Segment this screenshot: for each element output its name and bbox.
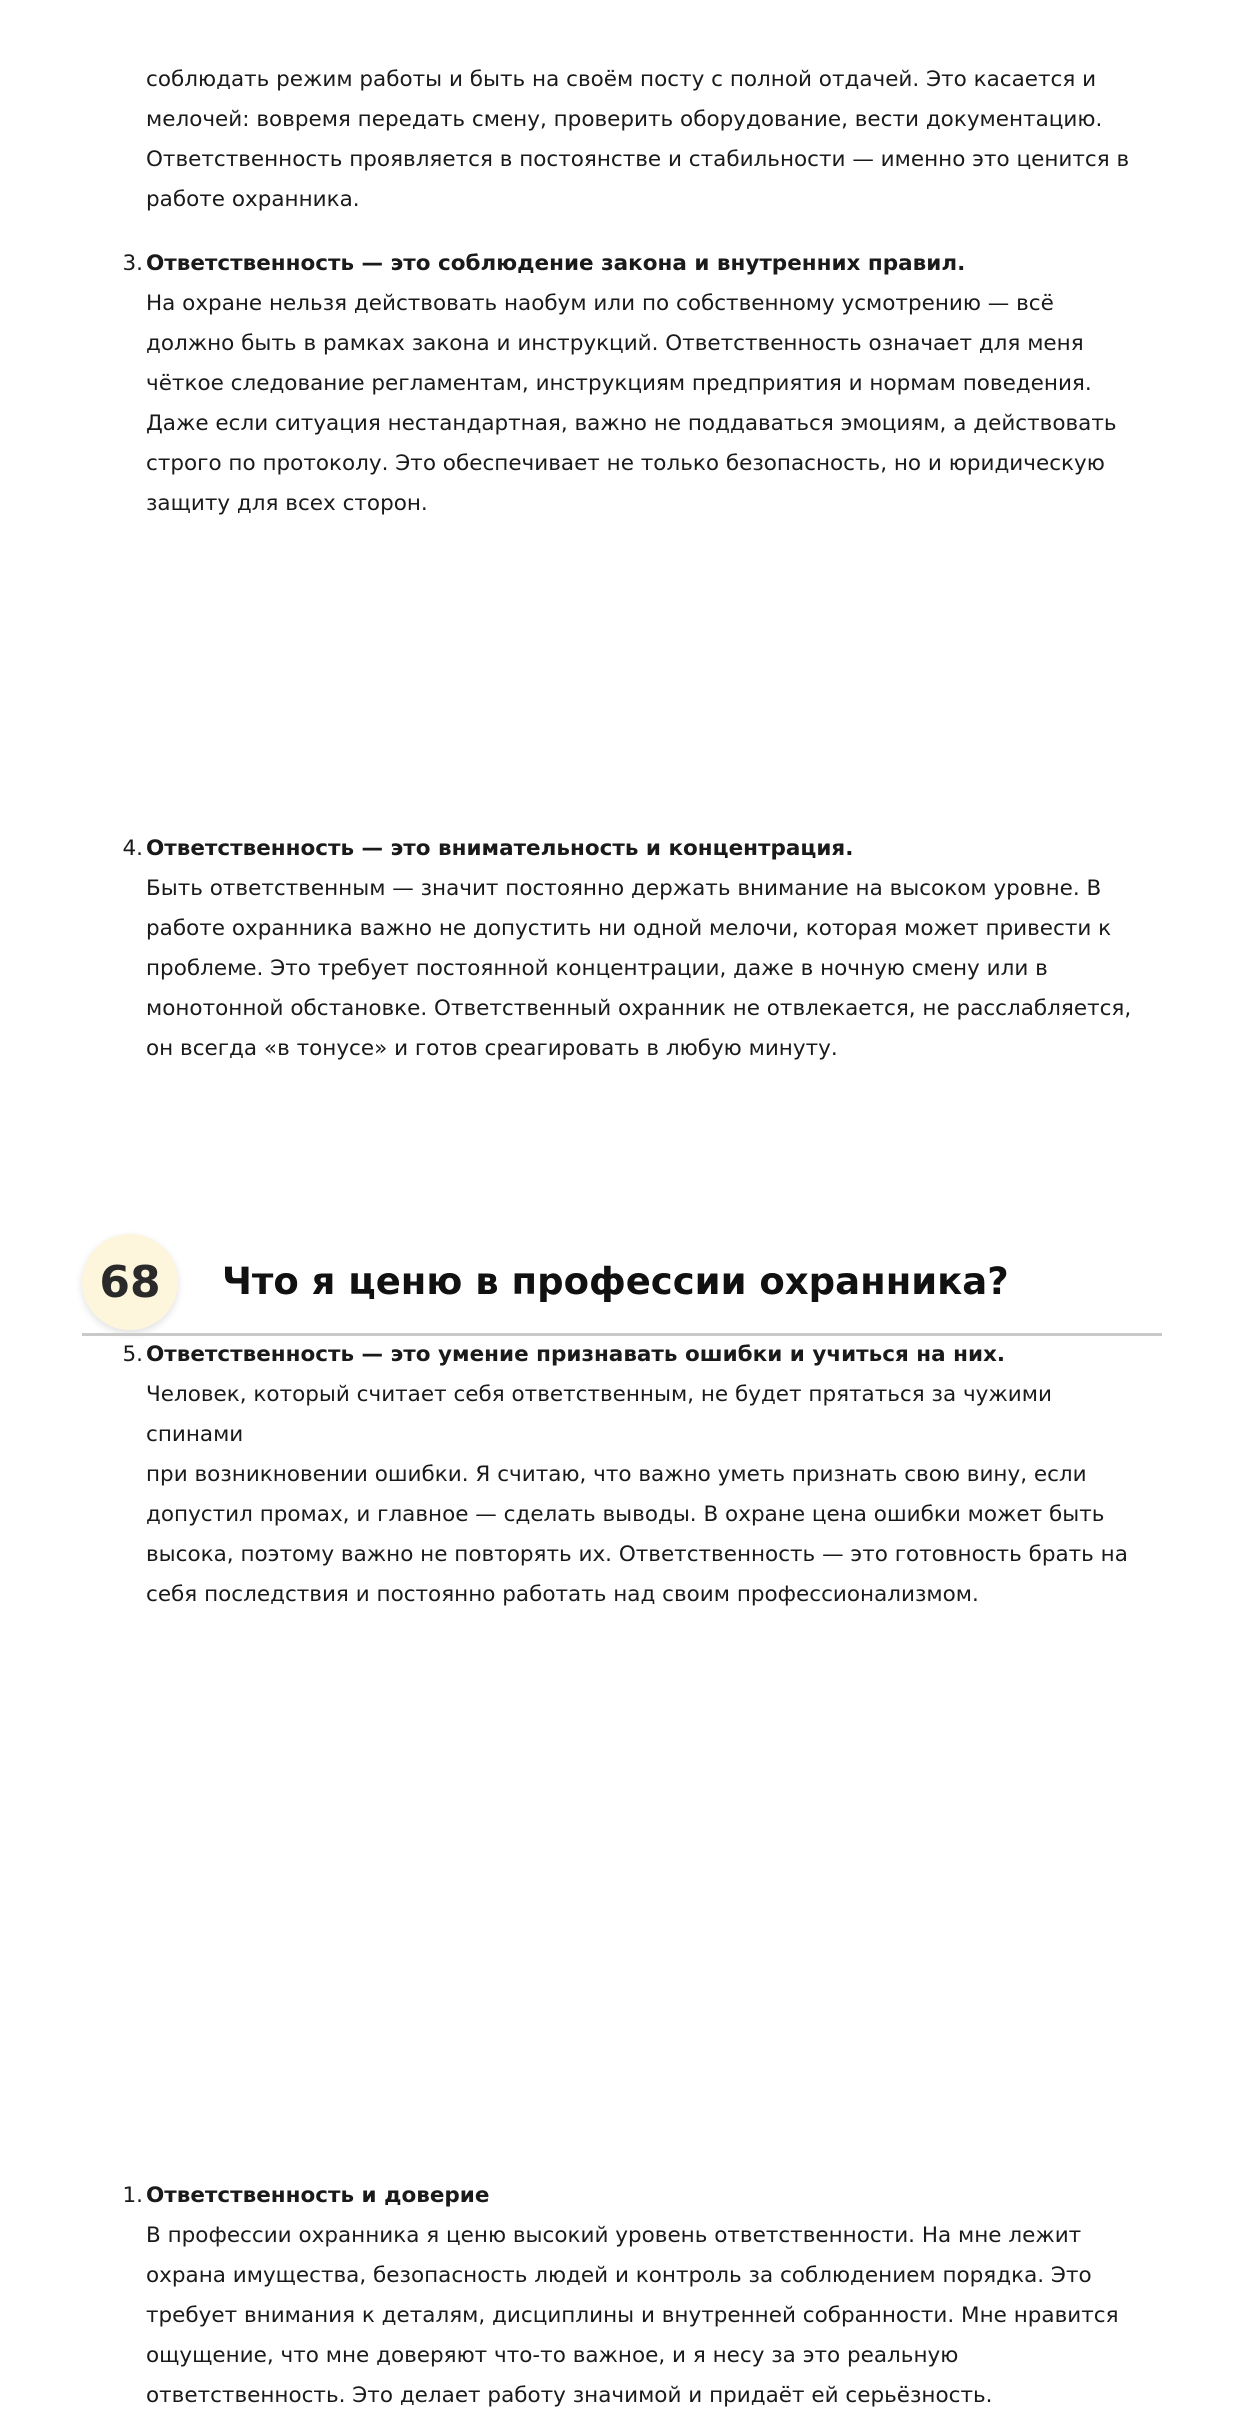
paragraph-line: На охране нельзя действовать наобум или по собственному усмотрению — всё bbox=[146, 291, 1054, 316]
paragraph-line: допустил промах, и главное — сделать выводы. В охране цена ошибки может быть bbox=[146, 1502, 1105, 1527]
list-item-number: 5. bbox=[122, 1342, 143, 1367]
paragraph-line: при возникновении ошибки. Я считаю, что важно уметь признать свою вину, если bbox=[146, 1462, 1087, 1487]
section-header bbox=[82, 1228, 1162, 1336]
paragraph-line: соблюдать режим работы и быть на своём посту с полной отдачей. Это касается и bbox=[146, 67, 1097, 92]
paragraph-line: Ответственность проявляется в постоянстве и стабильности — именно это ценится в bbox=[146, 147, 1130, 172]
paragraph-line: работе охранника важно не допустить ни одной мелочи, которая может привести к bbox=[146, 916, 1112, 941]
paragraph-line: Быть ответственным — значит постоянно держать внимание на высоком уровне. В bbox=[146, 876, 1102, 901]
section-title: Что я ценю в профессии охранника? bbox=[222, 1260, 1009, 1303]
paragraph-line: строго по протоколу. Это обеспечивает не только безопасность, но и юридическую bbox=[146, 451, 1105, 476]
list-item-title: Ответственность — это соблюдение закона и внутренних правил. bbox=[146, 251, 966, 276]
paragraph-line: чёткое следование регламентам, инструкциям предприятия и нормам поведения. bbox=[146, 371, 1092, 396]
list-item-title: Ответственность — это внимательность и концентрация. bbox=[146, 836, 854, 861]
section-divider bbox=[82, 1333, 1162, 1336]
list-item-title: Ответственность — это умение признавать ошибки и учиться на них. bbox=[146, 1342, 1006, 1367]
list-item-number: 1. bbox=[122, 2183, 143, 2208]
section-number-badge: 68 bbox=[82, 1234, 178, 1330]
paragraph-line: работе охранника. bbox=[146, 187, 360, 212]
paragraph-line: охрана имущества, безопасность людей и контроль за соблюдением порядка. Это bbox=[146, 2263, 1092, 2288]
list-item-5 bbox=[122, 1335, 1156, 1615]
section-list-item-1 bbox=[122, 2176, 1156, 2416]
paragraph-line: высока, поэтому важно не повторять их. Ответственность — это готовность брать на bbox=[146, 1542, 1128, 1567]
paragraph-line: ощущение, что мне доверяют что-то важное, и я несу за это реальную bbox=[146, 2343, 959, 2368]
paragraph-line: ответственность. Это делает работу значимой и придаёт ей серьёзность. bbox=[146, 2383, 993, 2408]
continuation-paragraph bbox=[146, 60, 1156, 220]
paragraph-line: требует внимания к деталям, дисциплины и внутренней собранности. Мне нравится bbox=[146, 2303, 1119, 2328]
list-item-4 bbox=[122, 829, 1156, 1069]
paragraph-line: Человек, который считает себя ответственным, не будет прятаться за чужими спинами bbox=[146, 1382, 1052, 1447]
paragraph-line: монотонной обстановке. Ответственный охранник не отвлекается, не расслабляется, bbox=[146, 996, 1132, 1021]
paragraph-line: мелочей: вовремя передать смену, проверить оборудование, вести документацию. bbox=[146, 107, 1103, 132]
paragraph-line: Даже если ситуация нестандартная, важно не поддаваться эмоциям, а действовать bbox=[146, 411, 1117, 436]
paragraph-line: себя последствия и постоянно работать над своим профессионализмом. bbox=[146, 1582, 979, 1607]
list-item-number: 4. bbox=[122, 836, 143, 861]
paragraph-line: он всегда «в тонусе» и готов среагировать в любую минуту. bbox=[146, 1036, 838, 1061]
list-item-3 bbox=[122, 244, 1156, 524]
paragraph-line: должно быть в рамках закона и инструкций. Ответственность означает для меня bbox=[146, 331, 1084, 356]
list-item-title: Ответственность и доверие bbox=[146, 2183, 490, 2208]
paragraph-line: В профессии охранника я ценю высокий уровень ответственности. На мне лежит bbox=[146, 2223, 1082, 2248]
paragraph-line: защиту для всех сторон. bbox=[146, 491, 428, 516]
list-item-number: 3. bbox=[122, 251, 143, 276]
paragraph-line: проблеме. Это требует постоянной концентрации, даже в ночную смену или в bbox=[146, 956, 1048, 981]
